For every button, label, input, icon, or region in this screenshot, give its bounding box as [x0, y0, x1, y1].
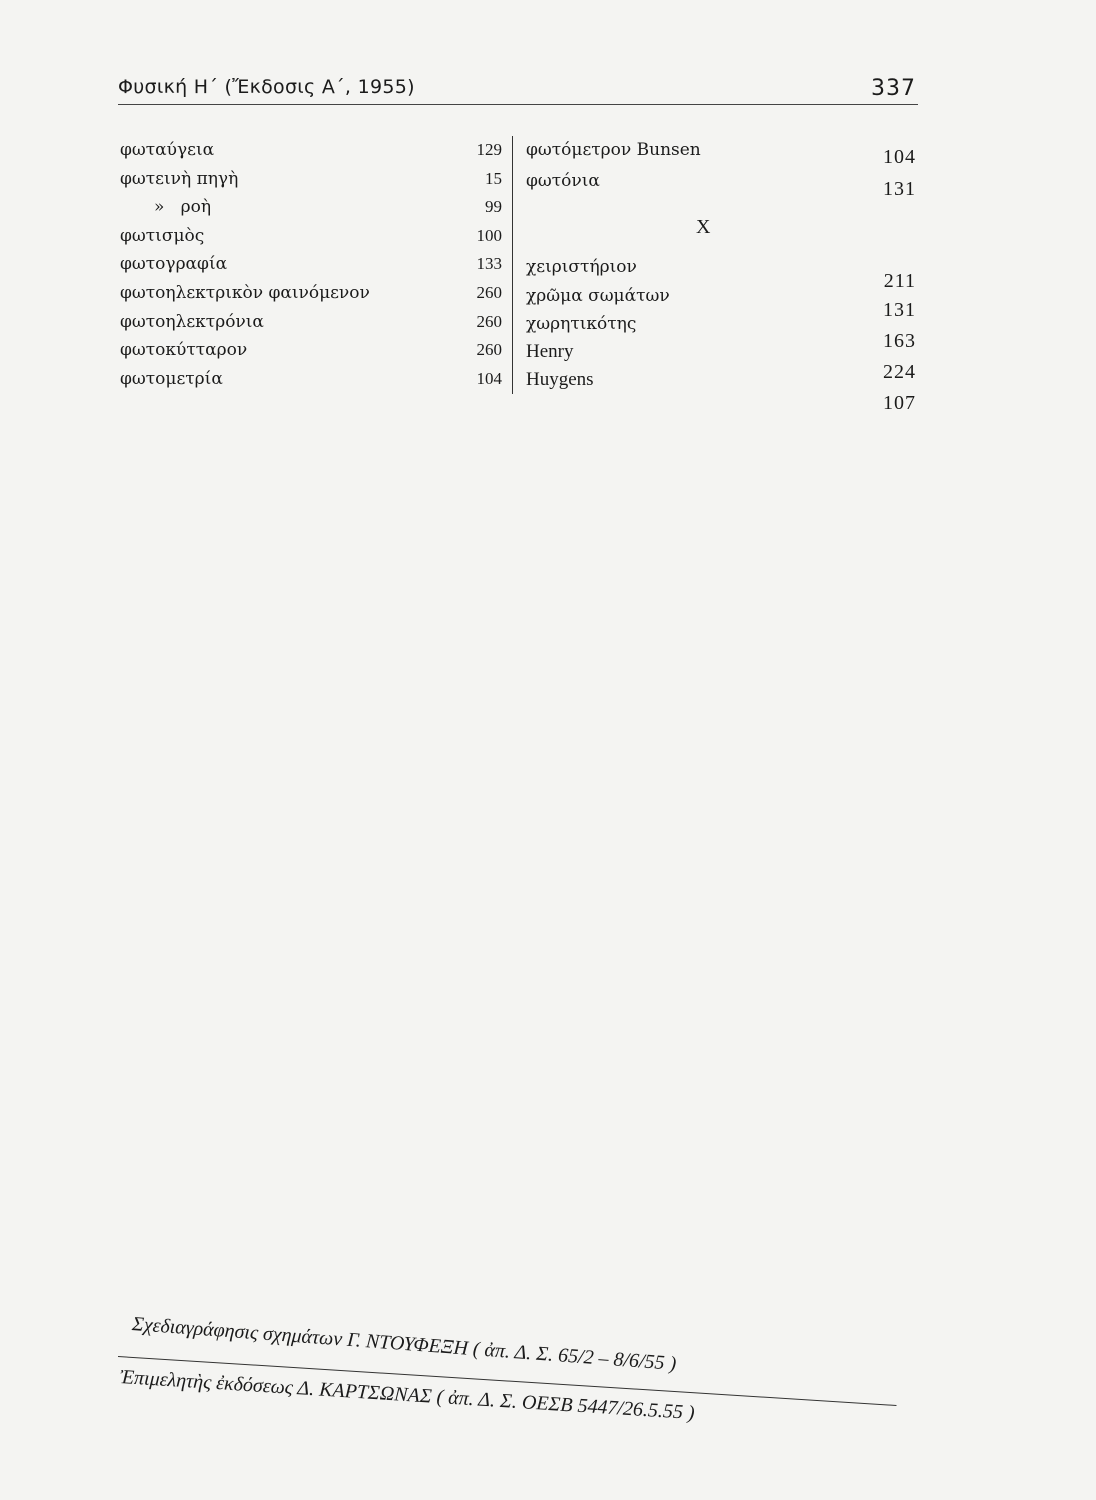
index-term: φωτόμετρον Bunsen [526, 140, 701, 160]
index-term: » ροὴ [154, 197, 212, 218]
index-page: 107 [883, 392, 916, 414]
index-column-left [120, 140, 502, 397]
book-title: Φυσική Η΄ (Ἔκδοσις Α΄, 1955) [118, 76, 415, 98]
index-entry [120, 369, 502, 398]
index-entry [120, 283, 502, 312]
index-entry [120, 340, 502, 369]
index-page: 129 [476, 140, 502, 159]
column-divider [512, 136, 513, 394]
letter-heading: Χ [696, 216, 711, 238]
index-term: χωρητικότης [526, 314, 637, 334]
index-term: φωτισμὸς [120, 225, 205, 246]
index-entry [120, 226, 502, 255]
index-entry [120, 140, 502, 169]
index-page: 100 [476, 225, 502, 245]
page-number: 337 [871, 76, 916, 101]
index-term: χειριστήριον [526, 257, 637, 277]
index-term: φωτομετρία [120, 368, 223, 389]
running-header [118, 74, 918, 105]
index-page: 131 [883, 178, 916, 200]
index-page: 224 [883, 361, 916, 383]
index-term: φωτόνια [526, 171, 600, 191]
index-term: φωτοηλεκτρόνια [120, 311, 264, 332]
index-entry [120, 169, 502, 198]
footer-drawings-credit: Σχεδιαγράφησις σχημάτων Γ. ΝΤΟΥΦΕΞΗ ( ἀπ. Δ. Σ. 65/2 – 8/6/55 ) [131, 1313, 678, 1375]
index-term: φωτοκύτταρον [120, 340, 248, 361]
index-term: φωτογραφία [120, 254, 228, 275]
index-page: 104 [476, 368, 502, 388]
index-page: 15 [485, 168, 502, 188]
index-term: Henry [526, 341, 574, 362]
index-page: 260 [476, 282, 502, 302]
index-page: 211 [883, 270, 916, 292]
index-page: 163 [883, 330, 916, 352]
index-term: φωτοηλεκτρικὸν φαινόμενον [120, 282, 370, 303]
index-page: 131 [883, 299, 916, 321]
footer-editor-credit: Ἐπιμελητὴς ἐκδόσεως Δ. ΚΑΡΤΣΩΝΑΣ ( ἀπ. Δ. Σ. ΟΕΣΒ 5447/26.5.55 ) [119, 1366, 696, 1425]
index-page: 133 [476, 254, 502, 274]
index-entry [120, 197, 502, 226]
index-page: 104 [883, 146, 916, 168]
index-page: 260 [476, 311, 502, 331]
index-term: Huygens [526, 369, 594, 390]
index-page: 260 [476, 340, 502, 360]
index-term: φωτεινὴ πηγὴ [120, 168, 239, 189]
index-entry [120, 312, 502, 341]
index-entry [120, 254, 502, 283]
index-page: 99 [485, 197, 502, 217]
index-term: χρῶμα σωμάτων [526, 286, 670, 306]
index-term: φωταύγεια [120, 140, 215, 160]
